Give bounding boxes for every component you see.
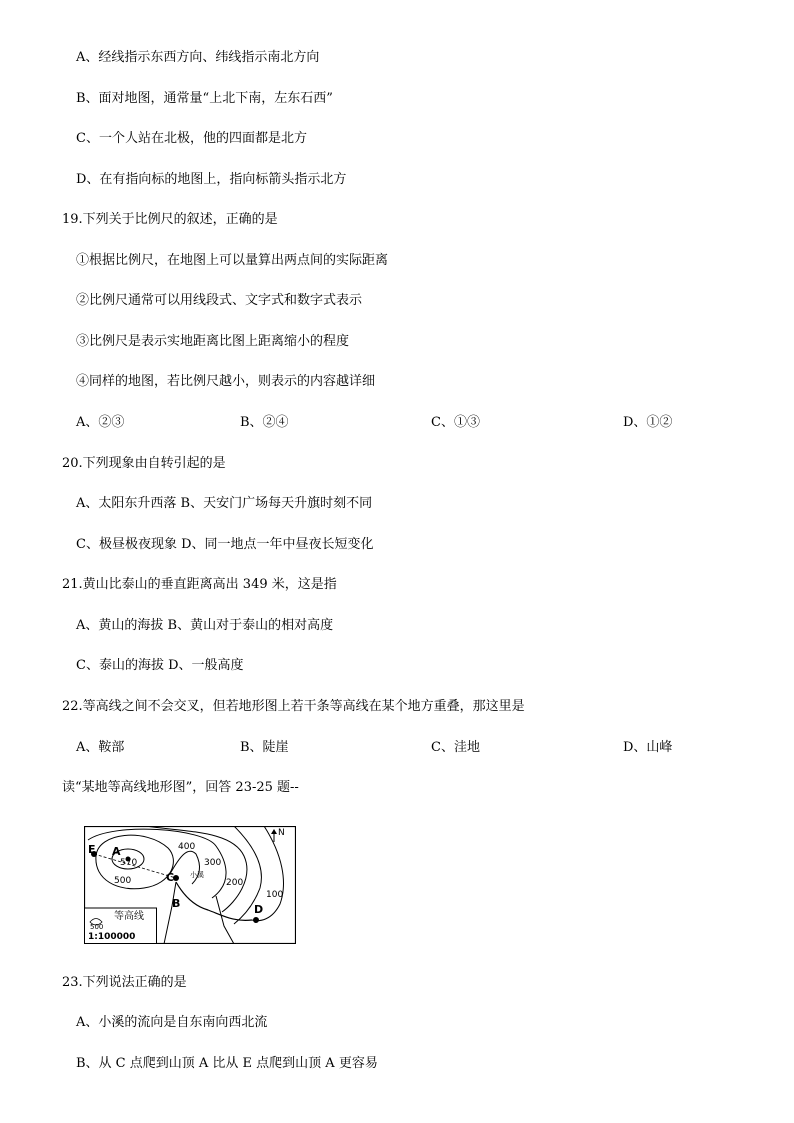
point-e-label: E — [88, 843, 96, 856]
q23-option-b: B、从 C 点爬到山顶 A 比从 E 点爬到山顶 A 更容易 — [76, 1056, 378, 1071]
point-b-label: B — [172, 897, 181, 910]
contour-label-500: 500 — [114, 876, 132, 886]
legend-sample-value: 500 — [90, 923, 104, 931]
q19-statement-3: ③比例尺是表示实地距离比图上距离缩小的程度 — [76, 334, 350, 349]
q22-option-c: C、洼地 — [431, 740, 480, 755]
stream-mark: 小溪 — [190, 871, 204, 879]
q21-stem: 21.黄山比泰山的垂直距离高出 349 米，这是指 — [62, 577, 337, 592]
q19-option-d: D、①② — [623, 415, 673, 430]
q20-options-row-2: C、极昼极夜现象 D、同一地点一年中昼夜长短变化 — [76, 537, 374, 552]
q20-stem: 20.下列现象由自转引起的是 — [62, 456, 226, 471]
q22-stem: 22.等高线之间不会交叉，但若地形图上若干条等高线在某个地方重叠，那这里是 — [62, 699, 525, 714]
q18-option-d: D、在有指向标的地图上，指向标箭头指示北方 — [76, 172, 347, 187]
q21-options-row-2: C、泰山的海拔 D、一般高度 — [76, 658, 244, 673]
contour-map — [84, 826, 296, 944]
map-scale: 1:100000 — [88, 932, 136, 942]
read-prompt: 读“某地等高线地形图”，回答 23-25 题-- — [62, 780, 299, 795]
q19-option-b: B、②④ — [240, 415, 289, 430]
contour-label-200: 200 — [226, 878, 244, 888]
point-c-label: C — [166, 871, 175, 884]
contour-label-570: 570 — [120, 858, 138, 868]
q19-option-c: C、①③ — [431, 415, 480, 430]
point-d-dot — [253, 917, 259, 923]
q20-options-row-1: A、太阳东升西落 B、天安门广场每天升旗时刻不同 — [76, 496, 373, 511]
north-label: N — [278, 828, 285, 838]
q22-option-b: B、陡崖 — [240, 740, 289, 755]
contour-label-100: 100 — [266, 890, 284, 900]
q19-stem: 19.下列关于比例尺的叙述，正确的是 — [62, 212, 278, 227]
contour-label-300: 300 — [204, 858, 222, 868]
legend-text: 等高线 — [114, 911, 144, 922]
q19-statement-1: ①根据比例尺，在地图上可以量算出两点间的实际距离 — [76, 253, 389, 268]
q19-statement-2: ②比例尺通常可以用线段式、文字式和数字式表示 — [76, 293, 363, 308]
q18-option-a: A、经线指示东西方向、纬线指示南北方向 — [76, 50, 320, 65]
q23-stem: 23.下列说法正确的是 — [62, 975, 187, 990]
q19-option-a: A、②③ — [76, 415, 125, 430]
point-d-label: D — [254, 903, 264, 916]
q22-option-d: D、山峰 — [623, 740, 673, 755]
q19-statement-4: ④同样的地图，若比例尺越小，则表示的内容越详细 — [76, 374, 376, 389]
q22-option-a: A、鞍部 — [76, 740, 125, 755]
q18-option-c: C、一个人站在北极，他的四面都是北方 — [76, 131, 307, 146]
q18-option-b: B、面对地图，通常量“上北下南，左东石西” — [76, 91, 333, 106]
point-a-label: A — [112, 845, 121, 858]
contour-label-400: 400 — [178, 842, 196, 852]
q23-option-a: A、小溪的流向是自东南向西北流 — [76, 1015, 268, 1030]
q21-options-row-1: A、黄山的海拔 B、黄山对于泰山的相对高度 — [76, 618, 334, 633]
